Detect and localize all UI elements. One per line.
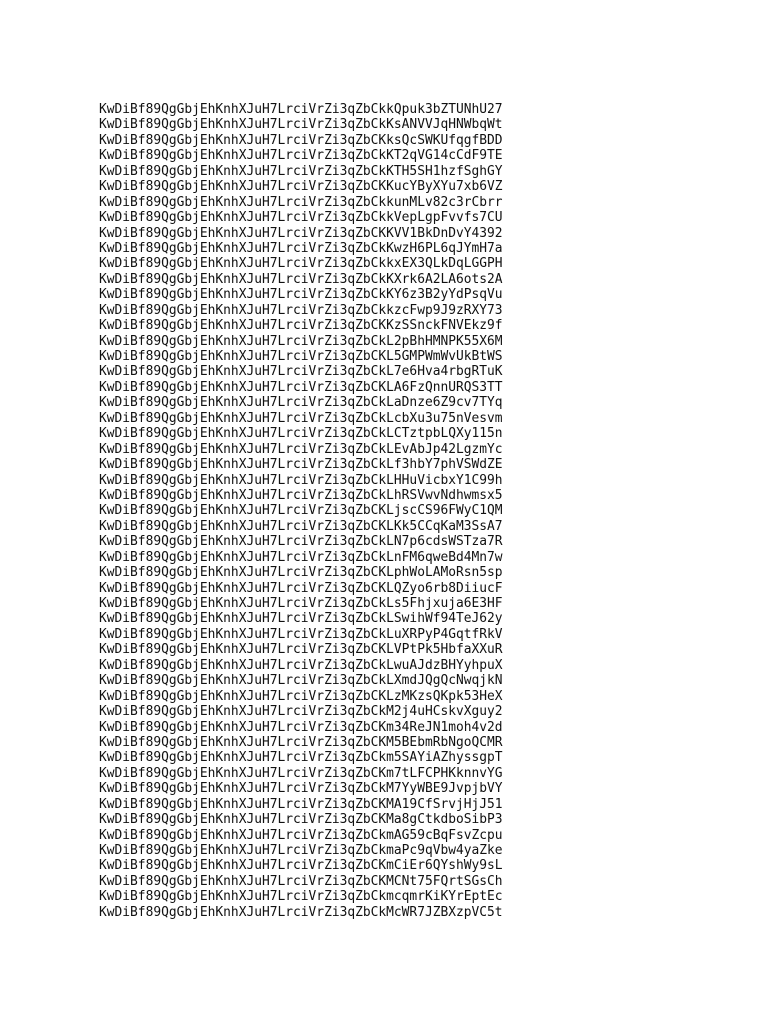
key-line: KwDiBf89QgGbjEhKnhXJuH7LrciVrZi3qZbCKLA6FzQnnURQS3TT [99, 379, 503, 395]
key-line: KwDiBf89QgGbjEhKnhXJuH7LrciVrZi3qZbCkkVepLgpFvvfs7CU [99, 210, 503, 226]
key-line: KwDiBf89QgGbjEhKnhXJuH7LrciVrZi3qZbCkLcbXu3u75nVesvm [99, 410, 503, 426]
key-line: KwDiBf89QgGbjEhKnhXJuH7LrciVrZi3qZbCKLjscCS96FWyC1QM [99, 503, 503, 519]
key-line: KwDiBf89QgGbjEhKnhXJuH7LrciVrZi3qZbCkmaPc9qVbw4yaZke [99, 843, 503, 858]
key-line: KwDiBf89QgGbjEhKnhXJuH7LrciVrZi3qZbCkKT2qVG14cCdF9TE [99, 148, 503, 164]
key-line: KwDiBf89QgGbjEhKnhXJuH7LrciVrZi3qZbCKMA19CfSrvjHjJ51 [99, 796, 503, 812]
key-line: KwDiBf89QgGbjEhKnhXJuH7LrciVrZi3qZbCKLphWoLAMoRsn5sp [99, 565, 503, 581]
key-line: KwDiBf89QgGbjEhKnhXJuH7LrciVrZi3qZbCKksQcSWKUfqgfBDD [99, 132, 503, 148]
key-line: KwDiBf89QgGbjEhKnhXJuH7LrciVrZi3qZbCkLwuAJdzBHYyhpuX [99, 657, 503, 673]
key-line: KwDiBf89QgGbjEhKnhXJuH7LrciVrZi3qZbCKLzMKzsQKpk53HeX [99, 688, 503, 704]
key-line: KwDiBf89QgGbjEhKnhXJuH7LrciVrZi3qZbCkL2pBhHMNPK55X6M [99, 333, 503, 349]
key-line: KwDiBf89QgGbjEhKnhXJuH7LrciVrZi3qZbCKL5GMPWmWvUkBtWS [99, 349, 503, 364]
key-line: KwDiBf89QgGbjEhKnhXJuH7LrciVrZi3qZbCKM5BEbmRbNgoQCMR [99, 734, 503, 750]
key-line: KwDiBf89QgGbjEhKnhXJuH7LrciVrZi3qZbCkKY6z3B2yYdPsqVu [99, 287, 503, 303]
key-line: KwDiBf89QgGbjEhKnhXJuH7LrciVrZi3qZbCKLKk5CCqKaM3SsA7 [99, 518, 503, 534]
key-line: KwDiBf89QgGbjEhKnhXJuH7LrciVrZi3qZbCkm5SAYiAZhyssgpT [99, 750, 503, 766]
key-line: KwDiBf89QgGbjEhKnhXJuH7LrciVrZi3qZbCkLf3hbY7phVSWdZE [99, 457, 503, 473]
key-line: KwDiBf89QgGbjEhKnhXJuH7LrciVrZi3qZbCkkxEX3QLkDqLGGPH [99, 256, 503, 272]
key-line: KwDiBf89QgGbjEhKnhXJuH7LrciVrZi3qZbCkkzcFwp9J9zRXY73 [99, 302, 503, 318]
key-line: KwDiBf89QgGbjEhKnhXJuH7LrciVrZi3qZbCKKucYByXYu7xb6VZ [99, 179, 503, 195]
key-line: KwDiBf89QgGbjEhKnhXJuH7LrciVrZi3qZbCkLEvAbJp42LgzmYc [99, 441, 503, 457]
key-line: KwDiBf89QgGbjEhKnhXJuH7LrciVrZi3qZbCkmcqmrKiKYrEptEc [99, 889, 503, 905]
key-line: KwDiBf89QgGbjEhKnhXJuH7LrciVrZi3qZbCkLHHuVicbxY1C99h [99, 472, 503, 488]
key-line: KwDiBf89QgGbjEhKnhXJuH7LrciVrZi3qZbCkLaDnze6Z9cv7TYq [99, 395, 503, 411]
key-line: KwDiBf89QgGbjEhKnhXJuH7LrciVrZi3qZbCkKsANVVJqHNWbqWt [99, 117, 503, 133]
key-line: KwDiBf89QgGbjEhKnhXJuH7LrciVrZi3qZbCKMa8gCtkdboSibP3 [99, 812, 503, 828]
key-line: KwDiBf89QgGbjEhKnhXJuH7LrciVrZi3qZbCkkQpuk3bZTUNhU27 [99, 102, 503, 117]
key-line: KwDiBf89QgGbjEhKnhXJuH7LrciVrZi3qZbCKmCiEr6QYshWy9sL [99, 858, 503, 874]
key-line: KwDiBf89QgGbjEhKnhXJuH7LrciVrZi3qZbCkMcWR7JZBXzpVC5t [99, 904, 503, 920]
key-line: KwDiBf89QgGbjEhKnhXJuH7LrciVrZi3qZbCkM7YyWBE9JvpjbVY [99, 781, 503, 797]
key-line: KwDiBf89QgGbjEhKnhXJuH7LrciVrZi3qZbCKKzSSnckFNVEkz9f [99, 318, 503, 334]
key-line: KwDiBf89QgGbjEhKnhXJuH7LrciVrZi3qZbCkLhRSVwvNdhwmsx5 [99, 487, 503, 503]
key-line: KwDiBf89QgGbjEhKnhXJuH7LrciVrZi3qZbCKLVPtPk5HbfaXXuR [99, 642, 503, 658]
key-line: KwDiBf89QgGbjEhKnhXJuH7LrciVrZi3qZbCkKXrk6A2LA6ots2A [99, 271, 503, 287]
key-line: KwDiBf89QgGbjEhKnhXJuH7LrciVrZi3qZbCkLCTztpbLQXy115n [99, 426, 503, 442]
key-line: KwDiBf89QgGbjEhKnhXJuH7LrciVrZi3qZbCKLQZyo6rb8DiiucF [99, 580, 503, 596]
key-line: KwDiBf89QgGbjEhKnhXJuH7LrciVrZi3qZbCKm7tLFCPHKknnvYG [99, 765, 503, 781]
key-line: KwDiBf89QgGbjEhKnhXJuH7LrciVrZi3qZbCkLN7p6cdsWSTza7R [99, 534, 503, 550]
key-line: KwDiBf89QgGbjEhKnhXJuH7LrciVrZi3qZbCkLXmdJQgQcNwqjkN [99, 673, 503, 689]
key-line: KwDiBf89QgGbjEhKnhXJuH7LrciVrZi3qZbCkKTH5SH1hzfSghGY [99, 163, 503, 179]
key-line: KwDiBf89QgGbjEhKnhXJuH7LrciVrZi3qZbCkL7e6Hva4rbgRTuK [99, 364, 503, 380]
key-line: KwDiBf89QgGbjEhKnhXJuH7LrciVrZi3qZbCKm34ReJN1moh4v2d [99, 719, 503, 735]
key-line: KwDiBf89QgGbjEhKnhXJuH7LrciVrZi3qZbCKMCNt75FQrtSGsCh [99, 873, 503, 889]
key-line: KwDiBf89QgGbjEhKnhXJuH7LrciVrZi3qZbCkkunMLv82c3rCbrr [99, 194, 503, 210]
key-line: KwDiBf89QgGbjEhKnhXJuH7LrciVrZi3qZbCkLnFM6qweBd4Mn7w [99, 549, 503, 565]
key-line: KwDiBf89QgGbjEhKnhXJuH7LrciVrZi3qZbCkM2j4uHCskvXguy2 [99, 704, 503, 720]
key-line: KwDiBf89QgGbjEhKnhXJuH7LrciVrZi3qZbCkLSwihWf94TeJ62y [99, 611, 503, 627]
key-line: KwDiBf89QgGbjEhKnhXJuH7LrciVrZi3qZbCkmAG59cBqFsvZcpu [99, 827, 503, 843]
key-list [99, 102, 659, 920]
key-line: KwDiBf89QgGbjEhKnhXJuH7LrciVrZi3qZbCKKVV1BkDnDvY4392 [99, 225, 503, 241]
key-line: KwDiBf89QgGbjEhKnhXJuH7LrciVrZi3qZbCkLuXRPyP4GqtfRkV [99, 626, 503, 642]
key-line: KwDiBf89QgGbjEhKnhXJuH7LrciVrZi3qZbCkKwzH6PL6qJYmH7a [99, 240, 503, 256]
key-line: KwDiBf89QgGbjEhKnhXJuH7LrciVrZi3qZbCkLs5Fhjxuja6E3HF [99, 596, 503, 611]
